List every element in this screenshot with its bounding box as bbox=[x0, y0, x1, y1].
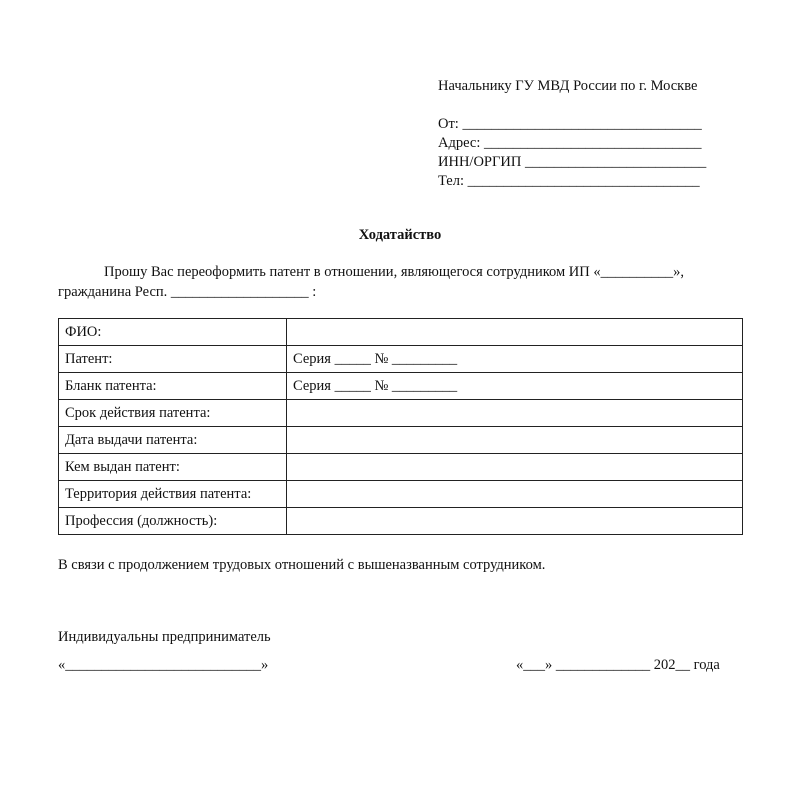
phone-label: Тел: bbox=[438, 173, 465, 189]
table-row bbox=[59, 373, 743, 400]
address-label: Адрес: bbox=[438, 135, 481, 151]
row-label-issue-date: Дата выдачи патента: bbox=[59, 427, 287, 454]
row-label-patent-form: Бланк патента: bbox=[59, 373, 287, 400]
patent-details-table bbox=[58, 318, 743, 535]
table-row bbox=[59, 481, 743, 508]
inn-field bbox=[438, 153, 706, 171]
address-field bbox=[438, 134, 702, 152]
row-label-profession: Профессия (должность): bbox=[59, 508, 287, 535]
from-line: _________________________________ bbox=[462, 116, 702, 132]
signature-line: «___________________________» bbox=[58, 657, 269, 673]
from-field bbox=[438, 115, 702, 133]
inn-line: _________________________ bbox=[524, 154, 707, 170]
row-label-validity: Срок действия патента: bbox=[59, 400, 287, 427]
phone-line: ________________________________ bbox=[467, 173, 700, 189]
row-label-fio: ФИО: bbox=[59, 319, 287, 346]
signer-title: Индивидуальны предприниматель bbox=[58, 629, 271, 645]
address-line: ______________________________ bbox=[484, 135, 702, 151]
request-text-line2: гражданина Респ. ___________________ : bbox=[58, 284, 317, 300]
document-title: Ходатайство bbox=[358, 227, 442, 243]
addressee: Начальнику ГУ МВД России по г. Москве bbox=[438, 78, 698, 94]
table-row bbox=[59, 400, 743, 427]
phone-field bbox=[438, 172, 700, 190]
row-label-patent: Патент: bbox=[59, 346, 287, 373]
row-value-issue-date bbox=[287, 427, 743, 454]
row-value-profession bbox=[287, 508, 743, 535]
row-label-territory: Территория действия патента: bbox=[59, 481, 287, 508]
table-row bbox=[59, 346, 743, 373]
row-label-issuer: Кем выдан патент: bbox=[59, 454, 287, 481]
from-label: От: bbox=[438, 116, 459, 132]
table-row bbox=[59, 427, 743, 454]
table-row bbox=[59, 454, 743, 481]
row-value-issuer bbox=[287, 454, 743, 481]
request-text-line1: Прошу Вас переоформить патент в отношении, являющегося сотрудником ИП «__________», bbox=[104, 264, 684, 280]
row-value-patent-form: Серия _____ № _________ bbox=[287, 373, 743, 400]
inn-label: ИНН/ОРГИП bbox=[438, 154, 522, 170]
row-value-patent: Серия _____ № _________ bbox=[287, 346, 743, 373]
row-value-validity bbox=[287, 400, 743, 427]
row-value-territory bbox=[287, 481, 743, 508]
date-line: «___» _____________ 202__ года bbox=[516, 657, 720, 673]
table-row bbox=[59, 319, 743, 346]
row-value-fio bbox=[287, 319, 743, 346]
closing-statement: В связи с продолжением трудовых отношений с вышеназванным сотрудником. bbox=[58, 557, 546, 573]
table-row bbox=[59, 508, 743, 535]
